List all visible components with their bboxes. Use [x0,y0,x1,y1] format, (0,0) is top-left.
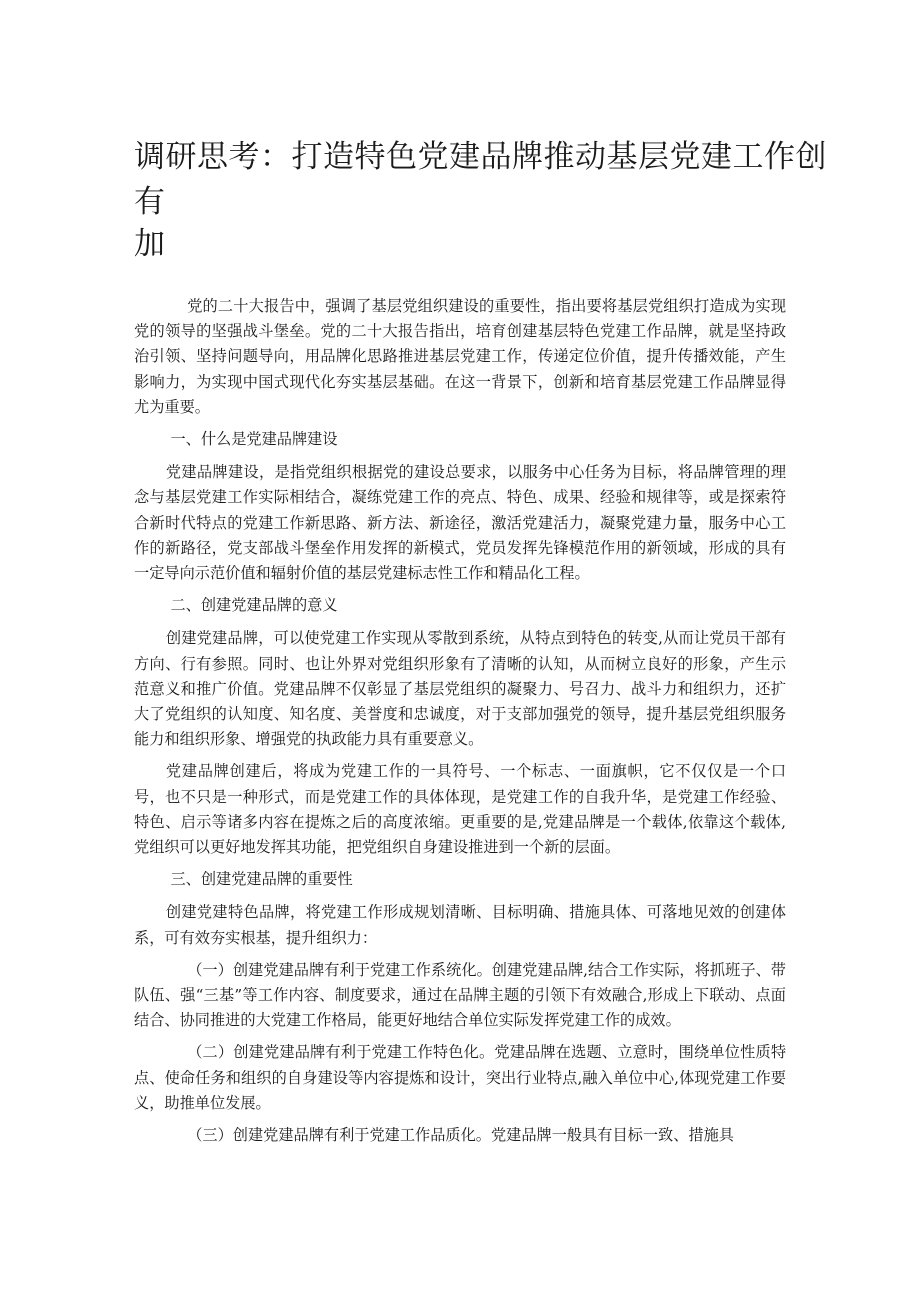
intro-paragraph: 党的二十大报告中，强调了基层党组织建设的重要性，指出要将基层党组织打造成为实现党的领导的坚强战斗堡垒。党的二十大报告指出，培育创建基层特色党建工作品牌，就是坚持政治引领、坚持问题导向，用品牌化思路推进基层党建工作，传递定位价值，提升传播效能，产生影响力，为实现中国式现代化夯实基层基础。在这一背景下，创新和培育基层党建工作品牌显得尤为重要。 [134,297,786,416]
document-title-line-1: 调研思考：打造特色党建品牌推动基层党建工作创 [134,139,827,175]
body-paragraph: 创建党建特色品牌，将党建工作形成规划清晰、目标明确、措施具体、可落地见效的创建体系，可有效夯实根基，提升组织力： [134,903,786,947]
body-paragraph: 党建品牌创建后，将成为党建工作的一具符号、一个标志、一面旗帜，它不仅仅是一个口号，也不只是一种形式，而是党建工作的具体体现，是党建工作的自我升华，是党建工作经验、特色、启示等诸多内容在提炼之后的高度浓缩。更重要的是,党建品牌是一个载体,依靠这个载体,党组织可以更好地发挥其功能，把党组织自身建设推进到一个新的层面。 [134,762,786,857]
section-heading-1: 一、什么是党建品牌建设 [170,430,338,449]
document-title-line-2: 有 [134,184,166,220]
document-body [134,294,786,1148]
document-title-line-3: 加 [134,226,166,262]
section-heading-3: 三、创建党建品牌的重要性 [170,870,353,889]
document-page [134,135,827,1155]
body-paragraph: 创建党建品牌，可以使党建工作实现从零散到系统，从特点到特色的转变,从而让党员干部有方向、行有参照。同时、也让外界对党组织形象有了清晰的认知，从而树立良好的形象，产生示范意义和推广价值。党建品牌不仅彰显了基层党组织的凝聚力、号召力、战斗力和组织力，还扩大了党组织的认知度、知名度、美誉度和忠诚度，对于支部加强党的领导，提升基层党组织服务能力和组织形象、增强党的执政能力具有重要意义。 [134,629,786,749]
sub-point-paragraph: （二）创建党建品牌有利于党建工作特色化。党建品牌在选题、立意时，围绕单位性质特点、使命任务和组织的自身建设等内容提炼和设计，突出行业特点,融入单位中心,体现党建工作要义，助推单位发展。 [134,1043,786,1112]
sub-point-paragraph: （三）创建党建品牌有利于党建工作品质化。党建品牌一般具有目标一致、措施具 [187,1126,734,1145]
section-heading-2: 二、创建党建品牌的意义 [170,596,338,615]
sub-point-paragraph: （一）创建党建品牌有利于党建工作系统化。创建党建品牌,结合工作实际，将抓班子、带队伍、强“三基”等工作内容、制度要求，通过在品牌主题的引领下有效融合,形成上下联动、点面结合、协同推进的大党建工作格局，能更好地结合单位实际发挥党建工作的成效。 [134,960,786,1030]
body-paragraph: 党建品牌建设，是指党组织根据党的建设总要求，以服务中心任务为目标，将品牌管理的理念与基层党建工作实际相结合，凝练党建工作的亮点、特色、成果、经验和规律等，或是探索符合新时代特点的党建工作新思路、新方法、新途径，激活党建活力，凝聚党建力量，服务中心工作的新路径，党支部战斗堡垒作用发挥的新模式，党员发挥先锋模范作用的新领域，形成的具有一定导向示范价值和辐射价值的基层党建标志性工作和精品化工程。 [134,463,786,583]
